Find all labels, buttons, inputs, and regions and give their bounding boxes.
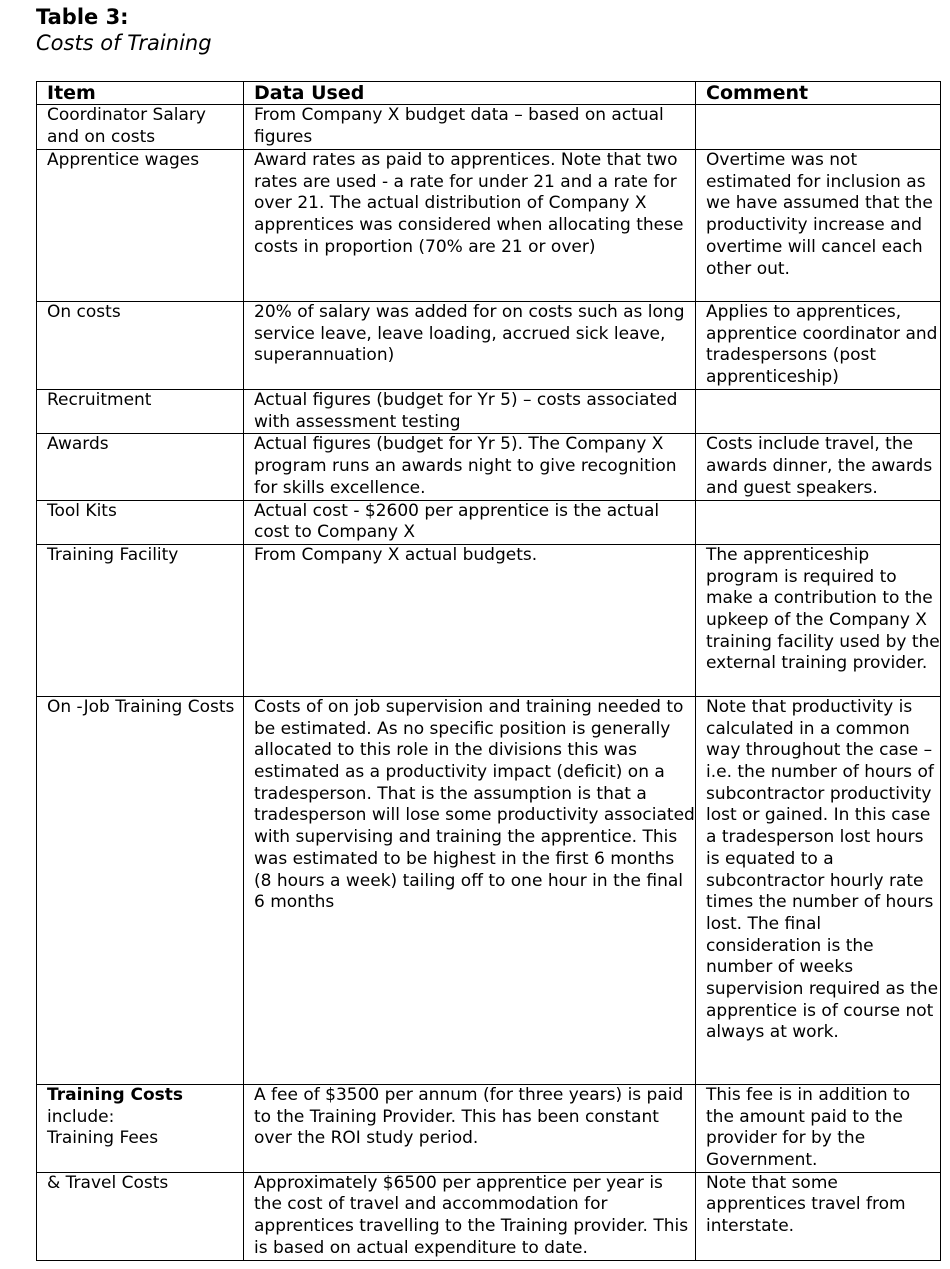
item-cell [37, 1084, 244, 1172]
comment-cell: Note that some apprentices travel from interstate. [696, 1172, 941, 1260]
comment-cell: This fee is in addition to the amount paid to the provider for by the Government. [696, 1084, 941, 1172]
data-cell: From Company X budget data – based on actual figures [244, 105, 696, 150]
table-row [37, 696, 941, 1084]
data-cell: Costs of on job supervision and training needed to be estimated. As no specific position is generally allocated to this role in the divisions this was estimated as a productivity impact (deficit) on a tradesperson. That is the assumption is that a tradesperson will lose some productivity associated with supervising and training the apprentice. This was estimated to be highest in the first 6 months (8 hours a week) tailing off to one hour in the final 6 months [244, 696, 696, 1084]
item-cell: On -Job Training Costs [37, 696, 244, 1084]
header-item: Item [37, 82, 244, 105]
item-line: include: [47, 1106, 115, 1127]
data-cell: A fee of $3500 per annum (for three years) is paid to the Training Provider. This has been constant over the ROI study period. [244, 1084, 696, 1172]
item-cell: Apprentice wages [37, 150, 244, 302]
comment-cell [696, 500, 941, 544]
table-row [37, 434, 941, 500]
item-heading: Training Costs [47, 1084, 184, 1105]
table-row [37, 1172, 941, 1260]
table-row [37, 105, 941, 150]
item-cell: Recruitment [37, 390, 244, 434]
item-cell: Tool Kits [37, 500, 244, 544]
data-cell: Actual figures (budget for Yr 5). The Company X program runs an awards night to give recognition for skills excellence. [244, 434, 696, 500]
data-cell: Approximately $6500 per apprentice per year is the cost of travel and accommodation for apprentices travelling to the Training provider. This is based on actual expenditure to date. [244, 1172, 696, 1260]
table-row [37, 302, 941, 390]
comment-cell: Applies to apprentices, apprentice coordinator and tradespersons (post apprenticeship) [696, 302, 941, 390]
item-cell: & Travel Costs [37, 1172, 244, 1260]
comment-cell: Overtime was not estimated for inclusion as we have assumed that the productivity increase and overtime will cancel each other out. [696, 150, 941, 302]
item-cell: Awards [37, 434, 244, 500]
data-cell: Actual figures (budget for Yr 5) – costs associated with assessment testing [244, 390, 696, 434]
table-row [37, 390, 941, 434]
item-cell: Training Facility [37, 544, 244, 696]
table-number: Table 3: [36, 5, 129, 29]
data-cell: From Company X actual budgets. [244, 544, 696, 696]
comment-cell [696, 105, 941, 150]
costs-of-training-table [36, 81, 941, 1261]
comment-cell: Note that productivity is calculated in a common way throughout the case – i.e. the number of hours of subcontractor productivity lost or gained. In this case a tradesperson lost hours is equated to a subcontractor hourly rate times the number of hours lost. The final consideration is the number of weeks supervision required as the apprentice is of course not always at work. [696, 696, 941, 1084]
item-cell: Coordinator Salary and on costs [37, 105, 244, 150]
data-cell: 20% of salary was added for on costs such as long service leave, leave loading, accrued sick leave, superannuation) [244, 302, 696, 390]
table-row [37, 500, 941, 544]
comment-cell: Costs include travel, the awards dinner, the awards and guest speakers. [696, 434, 941, 500]
item-cell: On costs [37, 302, 244, 390]
table-row [37, 150, 941, 302]
table-row [37, 544, 941, 696]
table-row [37, 1084, 941, 1172]
table-title: Costs of Training [36, 31, 212, 55]
comment-cell [696, 390, 941, 434]
table-header-row [37, 82, 941, 105]
item-line: Training Fees [47, 1128, 159, 1149]
data-cell: Actual cost - $2600 per apprentice is the actual cost to Company X [244, 500, 696, 544]
comment-cell: The apprenticeship program is required to make a contribution to the upkeep of the Company X training facility used by the external training provider. [696, 544, 941, 696]
header-data-used: Data Used [244, 82, 696, 105]
data-cell: Award rates as paid to apprentices. Note that two rates are used - a rate for under 21 and a rate for over 21. The actual distribution of Company X apprentices was considered when allocating these costs in proportion (70% are 21 or over) [244, 150, 696, 302]
header-comment: Comment [696, 82, 941, 105]
